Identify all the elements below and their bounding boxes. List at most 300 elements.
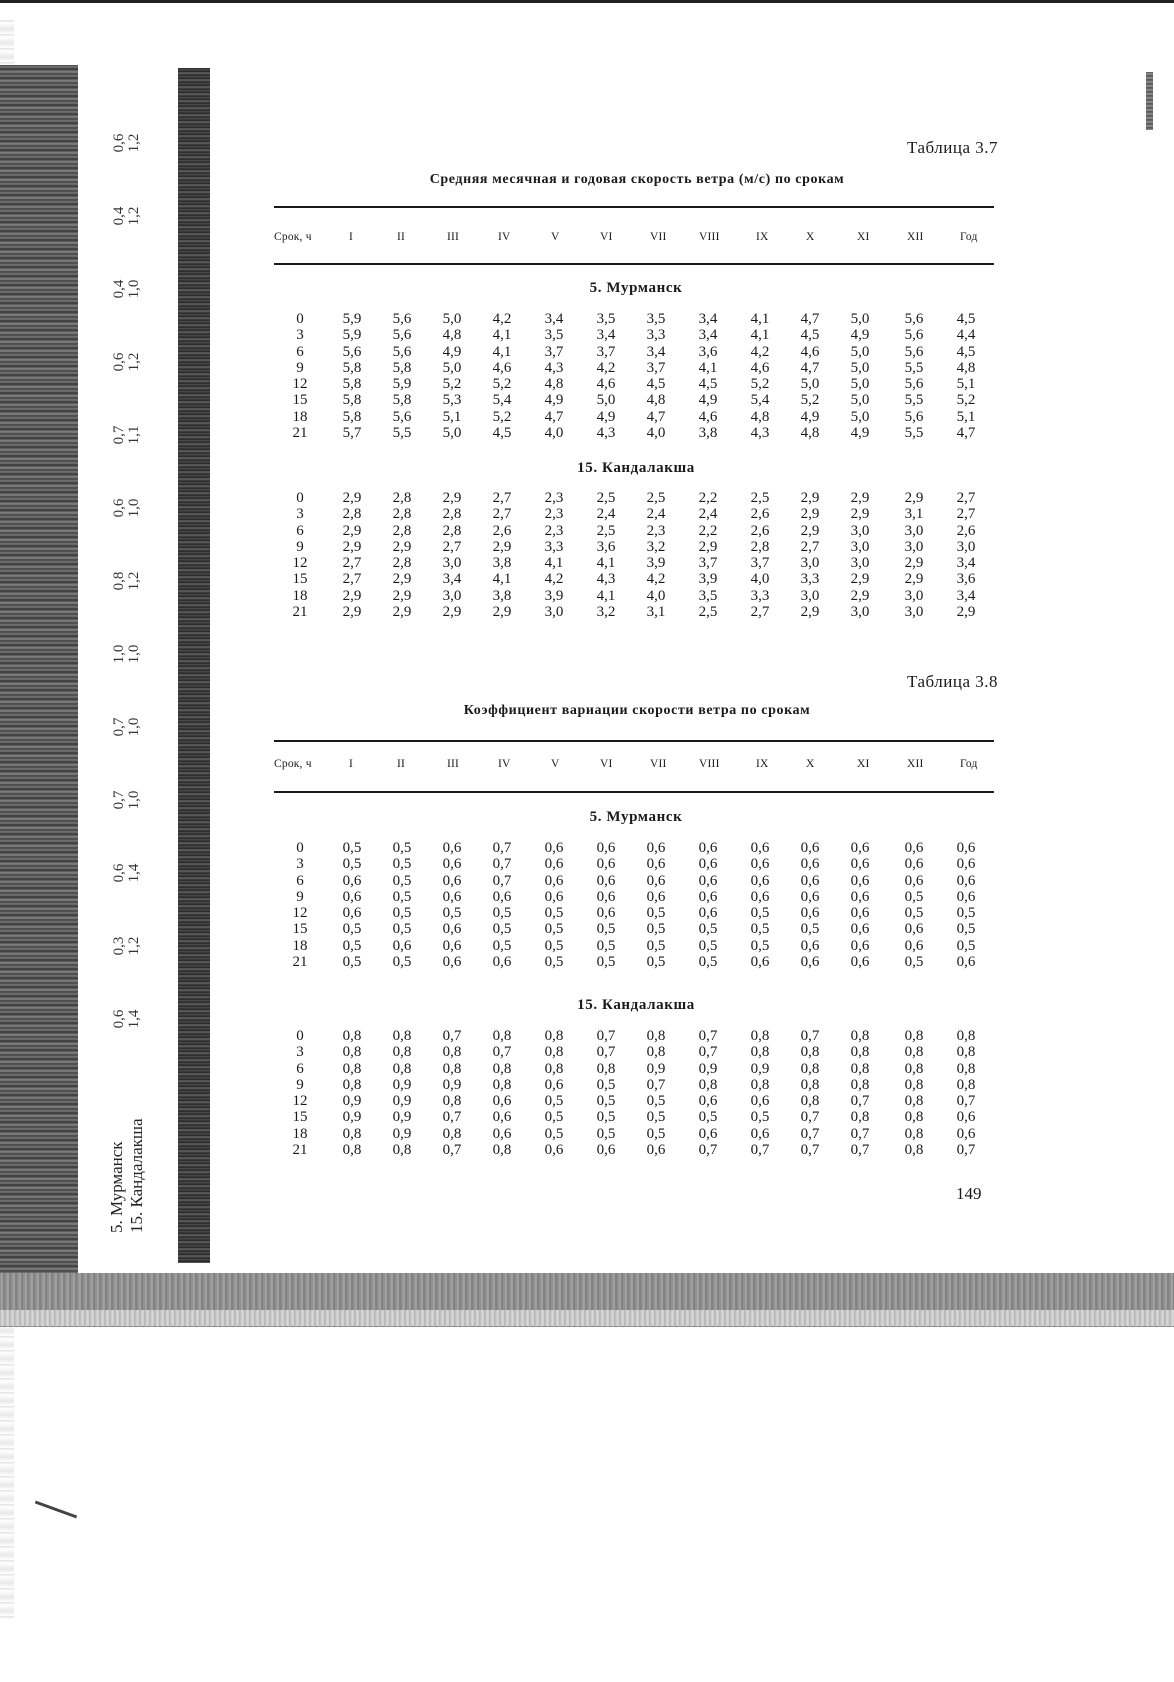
table-cell: 5,0 bbox=[442, 311, 462, 327]
table-cell: 0,8 bbox=[956, 1076, 976, 1093]
column-header: Срок, ч bbox=[274, 758, 312, 770]
value-column bbox=[738, 840, 782, 970]
table-cell: 0,8 bbox=[904, 1028, 924, 1044]
spine-value: 0,8 bbox=[111, 571, 127, 591]
table-cell: 0,6 bbox=[800, 888, 820, 905]
table-cell: 0,6 bbox=[800, 856, 820, 873]
table-cell: 0,8 bbox=[850, 1028, 870, 1044]
value-column bbox=[330, 311, 374, 441]
table-cell: 0,6 bbox=[850, 872, 870, 889]
table-cell: 0,8 bbox=[800, 1060, 820, 1077]
table-cell: 0,7 bbox=[492, 856, 512, 873]
table-cell: 2,8 bbox=[442, 522, 462, 539]
table-cell: 18 bbox=[292, 587, 308, 604]
table-cell: 2,9 bbox=[800, 604, 820, 621]
table-cell: 5,1 bbox=[956, 376, 976, 393]
table-cell: 5,8 bbox=[342, 376, 362, 393]
table-cell: 4,4 bbox=[956, 327, 976, 344]
table-cell: 0,7 bbox=[442, 1028, 462, 1044]
column-header: VII bbox=[650, 758, 667, 770]
value-column bbox=[634, 311, 678, 441]
table-cell: 3,8 bbox=[492, 587, 512, 604]
table-cell: 0,5 bbox=[956, 905, 976, 922]
table-cell: 3,5 bbox=[544, 327, 564, 344]
table-cell: 0,6 bbox=[850, 840, 870, 856]
table-cell: 5,9 bbox=[342, 327, 362, 344]
table-cell: 0,5 bbox=[596, 1125, 616, 1142]
table-cell: 0,5 bbox=[544, 954, 564, 971]
table-cell: 18 bbox=[292, 1125, 308, 1142]
table-cell: 3,0 bbox=[850, 604, 870, 621]
table-cell: 0,8 bbox=[750, 1076, 770, 1093]
table-cell: 0,6 bbox=[698, 872, 718, 889]
table-cell: 3,0 bbox=[544, 604, 564, 621]
table-cell: 4,6 bbox=[596, 376, 616, 393]
value-column bbox=[634, 1028, 678, 1158]
table-cell: 0,6 bbox=[442, 937, 462, 954]
table-cell: 2,9 bbox=[904, 571, 924, 588]
table-cell: 0,8 bbox=[442, 1044, 462, 1061]
table-cell: 0,5 bbox=[646, 1125, 666, 1142]
table-cell: 2,6 bbox=[750, 506, 770, 523]
value-column bbox=[532, 840, 576, 970]
column-header: V bbox=[551, 231, 560, 243]
table-cell: 4,3 bbox=[596, 425, 616, 442]
value-column bbox=[788, 490, 832, 620]
table-cell: 0,6 bbox=[596, 1142, 616, 1159]
column-header: Год bbox=[960, 758, 978, 770]
table-cell: 0 bbox=[296, 1028, 304, 1044]
table-cell: 5,2 bbox=[492, 376, 512, 393]
table-cell: 0,5 bbox=[596, 954, 616, 971]
table-cell: 4,5 bbox=[646, 376, 666, 393]
table-cell: 0,8 bbox=[596, 1060, 616, 1077]
table-cell: 3,7 bbox=[698, 555, 718, 572]
column-header: IV bbox=[498, 231, 511, 243]
table-cell: 2,9 bbox=[850, 506, 870, 523]
value-column bbox=[380, 490, 424, 620]
table-cell: 0,6 bbox=[492, 954, 512, 971]
table-cell: 4,8 bbox=[646, 392, 666, 409]
page-number: 149 bbox=[956, 1184, 982, 1203]
table-cell: 0,8 bbox=[800, 1093, 820, 1110]
table-cell: 0,6 bbox=[800, 937, 820, 954]
table-3-8-station-murmansk: 5. Мурманск bbox=[589, 809, 683, 825]
table-cell: 5,7 bbox=[342, 425, 362, 442]
table-cell: 12 bbox=[292, 1093, 308, 1110]
spine-value: 0,6 bbox=[111, 352, 127, 372]
table-cell: 4,1 bbox=[544, 555, 564, 572]
table-cell: 0,8 bbox=[492, 1076, 512, 1093]
table-cell: 3,3 bbox=[544, 538, 564, 555]
value-column bbox=[430, 1028, 474, 1158]
table-3-7-label: Таблица 3.7 bbox=[907, 138, 998, 157]
table-cell: 0,8 bbox=[492, 1028, 512, 1044]
table-cell: 21 bbox=[292, 954, 308, 971]
table-cell: 3 bbox=[296, 1044, 304, 1061]
spine-value: 1,0 bbox=[126, 790, 142, 810]
table-cell: 5,5 bbox=[904, 359, 924, 376]
table-cell: 3,9 bbox=[544, 587, 564, 604]
table-cell: 0,5 bbox=[392, 872, 412, 889]
table-cell: 3,4 bbox=[544, 311, 564, 327]
table-cell: 0,8 bbox=[392, 1028, 412, 1044]
table-cell: 0,7 bbox=[596, 1044, 616, 1061]
spine-station-name: 15. Кандалакша bbox=[127, 1118, 146, 1233]
table-cell: 0,5 bbox=[342, 954, 362, 971]
table-cell: 3,4 bbox=[596, 327, 616, 344]
value-column bbox=[686, 490, 730, 620]
column-header: XI bbox=[857, 231, 870, 243]
table-cell: 0,7 bbox=[698, 1142, 718, 1159]
spine-value: 1,2 bbox=[126, 133, 142, 153]
spine-value: 1,1 bbox=[126, 425, 142, 445]
table-cell: 3,0 bbox=[956, 538, 976, 555]
table-cell: 2,7 bbox=[342, 555, 362, 572]
table-cell: 0,8 bbox=[342, 1076, 362, 1093]
table-cell: 4,9 bbox=[698, 392, 718, 409]
table-cell: 0,5 bbox=[544, 905, 564, 922]
table-cell: 3,0 bbox=[904, 538, 924, 555]
table-cell: 0,5 bbox=[646, 1109, 666, 1126]
value-column bbox=[330, 490, 374, 620]
table-cell: 0,5 bbox=[442, 905, 462, 922]
table-cell: 5,3 bbox=[442, 392, 462, 409]
table-cell: 5,8 bbox=[342, 408, 362, 425]
table-cell: 0,8 bbox=[800, 1044, 820, 1061]
table-cell: 3,9 bbox=[646, 555, 666, 572]
table-cell: 2,6 bbox=[956, 522, 976, 539]
table-cell: 2,7 bbox=[492, 490, 512, 506]
table-cell: 0,8 bbox=[342, 1142, 362, 1159]
table-cell: 4,9 bbox=[596, 408, 616, 425]
table-cell: 3,9 bbox=[698, 571, 718, 588]
table-cell: 3,0 bbox=[904, 587, 924, 604]
table-cell: 0,5 bbox=[544, 1109, 564, 1126]
table-cell: 0,6 bbox=[544, 1142, 564, 1159]
table-cell: 5,1 bbox=[442, 408, 462, 425]
value-column bbox=[944, 490, 988, 620]
column-header: Год bbox=[960, 231, 978, 243]
table-cell: 4,1 bbox=[750, 311, 770, 327]
table-cell: 3,0 bbox=[800, 587, 820, 604]
table-cell: 0,5 bbox=[544, 937, 564, 954]
table-cell: 2,9 bbox=[342, 490, 362, 506]
table-cell: 0,6 bbox=[596, 856, 616, 873]
table-cell: 2,9 bbox=[850, 571, 870, 588]
table-3-8-title: Коэффициент вариации скорости ветра по срокам bbox=[463, 703, 811, 718]
spine-station-name: 5. Мурманск bbox=[107, 1141, 126, 1233]
table-cell: 0,9 bbox=[646, 1060, 666, 1077]
table-cell: 9 bbox=[296, 888, 304, 905]
table-cell: 0,5 bbox=[342, 921, 362, 938]
table-cell: 3,1 bbox=[646, 604, 666, 621]
table-cell: 0,6 bbox=[750, 872, 770, 889]
table-cell: 2,9 bbox=[800, 506, 820, 523]
table-cell: 5,9 bbox=[342, 311, 362, 327]
table-cell: 5,8 bbox=[392, 392, 412, 409]
table-cell: 0,8 bbox=[342, 1125, 362, 1142]
table-cell: 3,3 bbox=[646, 327, 666, 344]
table-cell: 0,6 bbox=[956, 1125, 976, 1142]
table-cell: 5,0 bbox=[596, 392, 616, 409]
table-cell: 0,5 bbox=[646, 1093, 666, 1110]
value-column bbox=[480, 311, 524, 441]
table-cell: 0,6 bbox=[698, 888, 718, 905]
value-column bbox=[480, 490, 524, 620]
hour-column bbox=[278, 840, 322, 970]
table-cell: 0,6 bbox=[442, 840, 462, 856]
table-cell: 4,5 bbox=[492, 425, 512, 442]
table-cell: 2,9 bbox=[392, 604, 412, 621]
table-cell: 0,6 bbox=[646, 840, 666, 856]
table-cell: 2,6 bbox=[492, 522, 512, 539]
table-cell: 0,8 bbox=[904, 1142, 924, 1159]
table-cell: 0,6 bbox=[956, 954, 976, 971]
table-cell: 0,6 bbox=[698, 1093, 718, 1110]
spine-value: 0,3 bbox=[111, 936, 127, 956]
table-cell: 2,9 bbox=[698, 538, 718, 555]
table-cell: 0 bbox=[296, 311, 304, 327]
table-cell: 2,3 bbox=[646, 522, 666, 539]
value-column bbox=[738, 490, 782, 620]
value-column bbox=[686, 840, 730, 970]
table-cell: 2,9 bbox=[904, 555, 924, 572]
table-cell: 2,8 bbox=[750, 538, 770, 555]
value-column bbox=[532, 1028, 576, 1158]
table-3-7-station-murmansk: 5. Мурманск bbox=[589, 280, 683, 296]
table-cell: 2,7 bbox=[442, 538, 462, 555]
table-cell: 2,7 bbox=[342, 571, 362, 588]
table-cell: 0,7 bbox=[956, 1093, 976, 1110]
table-cell: 0,6 bbox=[904, 856, 924, 873]
table-cell: 4,7 bbox=[800, 359, 820, 376]
spine-value: 0,4 bbox=[111, 279, 127, 299]
table-cell: 4,7 bbox=[544, 408, 564, 425]
table-cell: 2,9 bbox=[442, 604, 462, 621]
table-cell: 0,6 bbox=[956, 888, 976, 905]
value-column bbox=[584, 490, 628, 620]
value-column bbox=[584, 840, 628, 970]
table-cell: 0,5 bbox=[646, 921, 666, 938]
table-cell: 0,8 bbox=[800, 1076, 820, 1093]
table-cell: 5,6 bbox=[904, 376, 924, 393]
table-cell: 0,5 bbox=[492, 921, 512, 938]
table-cell: 12 bbox=[292, 905, 308, 922]
column-header: XI bbox=[857, 758, 870, 770]
table-cell: 0,8 bbox=[904, 1109, 924, 1126]
table-3-7-station-kandalaksha: 15. Кандалакша bbox=[577, 460, 695, 476]
table-cell: 0,6 bbox=[492, 888, 512, 905]
table-cell: 0,8 bbox=[442, 1060, 462, 1077]
table-cell: 0,8 bbox=[904, 1093, 924, 1110]
value-column bbox=[584, 311, 628, 441]
table-cell: 0,5 bbox=[956, 921, 976, 938]
table-cell: 2,9 bbox=[800, 490, 820, 506]
table-cell: 0,8 bbox=[904, 1060, 924, 1077]
table-cell: 4,5 bbox=[698, 376, 718, 393]
table-cell: 5,2 bbox=[956, 392, 976, 409]
table-cell: 0,8 bbox=[698, 1076, 718, 1093]
table-cell: 3,8 bbox=[492, 555, 512, 572]
table-cell: 5,0 bbox=[850, 392, 870, 409]
table-cell: 0,8 bbox=[956, 1028, 976, 1044]
column-header: II bbox=[397, 758, 406, 770]
table-cell: 0,6 bbox=[442, 888, 462, 905]
table-cell: 0,6 bbox=[596, 872, 616, 889]
table-cell: 12 bbox=[292, 376, 308, 393]
table-cell: 0,8 bbox=[544, 1044, 564, 1061]
table-cell: 0,6 bbox=[646, 888, 666, 905]
table-cell: 4,1 bbox=[492, 327, 512, 344]
table-cell: 0,5 bbox=[956, 937, 976, 954]
table-cell: 4,5 bbox=[956, 311, 976, 327]
spine-value-pair bbox=[112, 974, 142, 1064]
value-column bbox=[686, 311, 730, 441]
table-cell: 4,9 bbox=[850, 327, 870, 344]
table-cell: 0,5 bbox=[596, 1109, 616, 1126]
table-cell: 3 bbox=[296, 856, 304, 873]
table-cell: 5,2 bbox=[442, 376, 462, 393]
table-cell: 0,6 bbox=[956, 856, 976, 873]
column-header: VI bbox=[600, 758, 613, 770]
table-cell: 0,8 bbox=[544, 1028, 564, 1044]
table-cell: 0,8 bbox=[442, 1125, 462, 1142]
table-cell: 0,7 bbox=[646, 1076, 666, 1093]
table-cell: 2,7 bbox=[800, 538, 820, 555]
table-cell: 4,9 bbox=[850, 425, 870, 442]
table-cell: 0,5 bbox=[904, 954, 924, 971]
table-cell: 0,8 bbox=[904, 1044, 924, 1061]
value-column bbox=[788, 840, 832, 970]
column-header: IX bbox=[756, 231, 769, 243]
table-cell: 2,7 bbox=[750, 604, 770, 621]
table-cell: 15 bbox=[292, 1109, 308, 1126]
table-cell: 0,7 bbox=[698, 1044, 718, 1061]
table-cell: 2,5 bbox=[750, 490, 770, 506]
table-cell: 0,5 bbox=[492, 905, 512, 922]
table-cell: 12 bbox=[292, 555, 308, 572]
table-cell: 0,5 bbox=[342, 856, 362, 873]
table-3-7-top-rule bbox=[274, 206, 994, 208]
table-cell: 3,3 bbox=[750, 587, 770, 604]
column-header: X bbox=[806, 231, 815, 243]
table-cell: 2,8 bbox=[392, 522, 412, 539]
table-cell: 0,8 bbox=[646, 1044, 666, 1061]
table-cell: 0,7 bbox=[596, 1028, 616, 1044]
table-cell: 9 bbox=[296, 1076, 304, 1093]
table-cell: 2,8 bbox=[342, 506, 362, 523]
table-cell: 4,9 bbox=[544, 392, 564, 409]
table-cell: 4,3 bbox=[596, 571, 616, 588]
table-cell: 2,9 bbox=[392, 571, 412, 588]
table-cell: 0,6 bbox=[646, 1142, 666, 1159]
table-cell: 3,0 bbox=[850, 522, 870, 539]
table-cell: 0,9 bbox=[392, 1125, 412, 1142]
table-cell: 0,5 bbox=[698, 1109, 718, 1126]
table-3-8-label: Таблица 3.8 bbox=[907, 672, 998, 691]
table-cell: 0,6 bbox=[596, 840, 616, 856]
table-cell: 0,5 bbox=[392, 856, 412, 873]
value-column bbox=[430, 311, 474, 441]
value-column bbox=[944, 311, 988, 441]
table-cell: 0 bbox=[296, 490, 304, 506]
table-cell: 3,0 bbox=[850, 555, 870, 572]
hour-column bbox=[278, 1028, 322, 1158]
table-cell: 4,0 bbox=[646, 425, 666, 442]
table-cell: 18 bbox=[292, 408, 308, 425]
value-column bbox=[430, 490, 474, 620]
table-cell: 3,6 bbox=[698, 343, 718, 360]
table-cell: 4,3 bbox=[750, 425, 770, 442]
table-cell: 0,6 bbox=[850, 905, 870, 922]
table-cell: 4,6 bbox=[698, 408, 718, 425]
table-cell: 0,5 bbox=[750, 1109, 770, 1126]
table-cell: 5,0 bbox=[442, 359, 462, 376]
table-cell: 0,7 bbox=[442, 1109, 462, 1126]
table-cell: 0,5 bbox=[544, 1093, 564, 1110]
spine-value: 0,4 bbox=[111, 206, 127, 226]
value-column bbox=[944, 1028, 988, 1158]
value-column bbox=[892, 840, 936, 970]
table-cell: 0,7 bbox=[850, 1142, 870, 1159]
table-cell: 0,5 bbox=[392, 954, 412, 971]
table-cell: 2,3 bbox=[544, 506, 564, 523]
table-cell: 2,5 bbox=[596, 522, 616, 539]
table-cell: 0,5 bbox=[646, 954, 666, 971]
table-cell: 0,6 bbox=[800, 872, 820, 889]
table-cell: 0,9 bbox=[442, 1076, 462, 1093]
table-cell: 2,9 bbox=[392, 538, 412, 555]
table-cell: 0,6 bbox=[850, 954, 870, 971]
table-cell: 2,8 bbox=[392, 506, 412, 523]
table-cell: 4,1 bbox=[492, 571, 512, 588]
column-header: XII bbox=[907, 231, 924, 243]
table-cell: 5,5 bbox=[392, 425, 412, 442]
spine-value: 0,6 bbox=[111, 498, 127, 518]
table-cell: 0,5 bbox=[342, 840, 362, 856]
value-column bbox=[532, 490, 576, 620]
table-cell: 3,0 bbox=[850, 538, 870, 555]
table-cell: 0,6 bbox=[492, 1093, 512, 1110]
spine-value: 1,0 bbox=[126, 717, 142, 737]
value-column bbox=[380, 840, 424, 970]
column-header: I bbox=[349, 231, 354, 243]
table-cell: 5,0 bbox=[850, 408, 870, 425]
table-cell: 2,9 bbox=[342, 538, 362, 555]
table-cell: 0,6 bbox=[646, 856, 666, 873]
table-cell: 0,8 bbox=[646, 1028, 666, 1044]
table-cell: 0,8 bbox=[850, 1076, 870, 1093]
table-cell: 0,9 bbox=[698, 1060, 718, 1077]
table-cell: 0,8 bbox=[442, 1093, 462, 1110]
table-3-8-station-kandalaksha: 15. Кандалакша bbox=[577, 997, 695, 1013]
table-cell: 18 bbox=[292, 937, 308, 954]
table-cell: 2,9 bbox=[850, 587, 870, 604]
scan-pen-stroke bbox=[35, 1501, 77, 1519]
spine-value: 1,0 bbox=[126, 644, 142, 664]
column-header: VI bbox=[600, 231, 613, 243]
table-cell: 0,7 bbox=[800, 1109, 820, 1126]
table-cell: 0 bbox=[296, 840, 304, 856]
table-cell: 2,4 bbox=[646, 506, 666, 523]
scan-top-edge bbox=[0, 0, 1174, 3]
table-cell: 0,7 bbox=[800, 1125, 820, 1142]
table-cell: 4,6 bbox=[800, 343, 820, 360]
value-column bbox=[584, 1028, 628, 1158]
table-cell: 2,8 bbox=[392, 490, 412, 506]
table-cell: 0,5 bbox=[596, 1093, 616, 1110]
